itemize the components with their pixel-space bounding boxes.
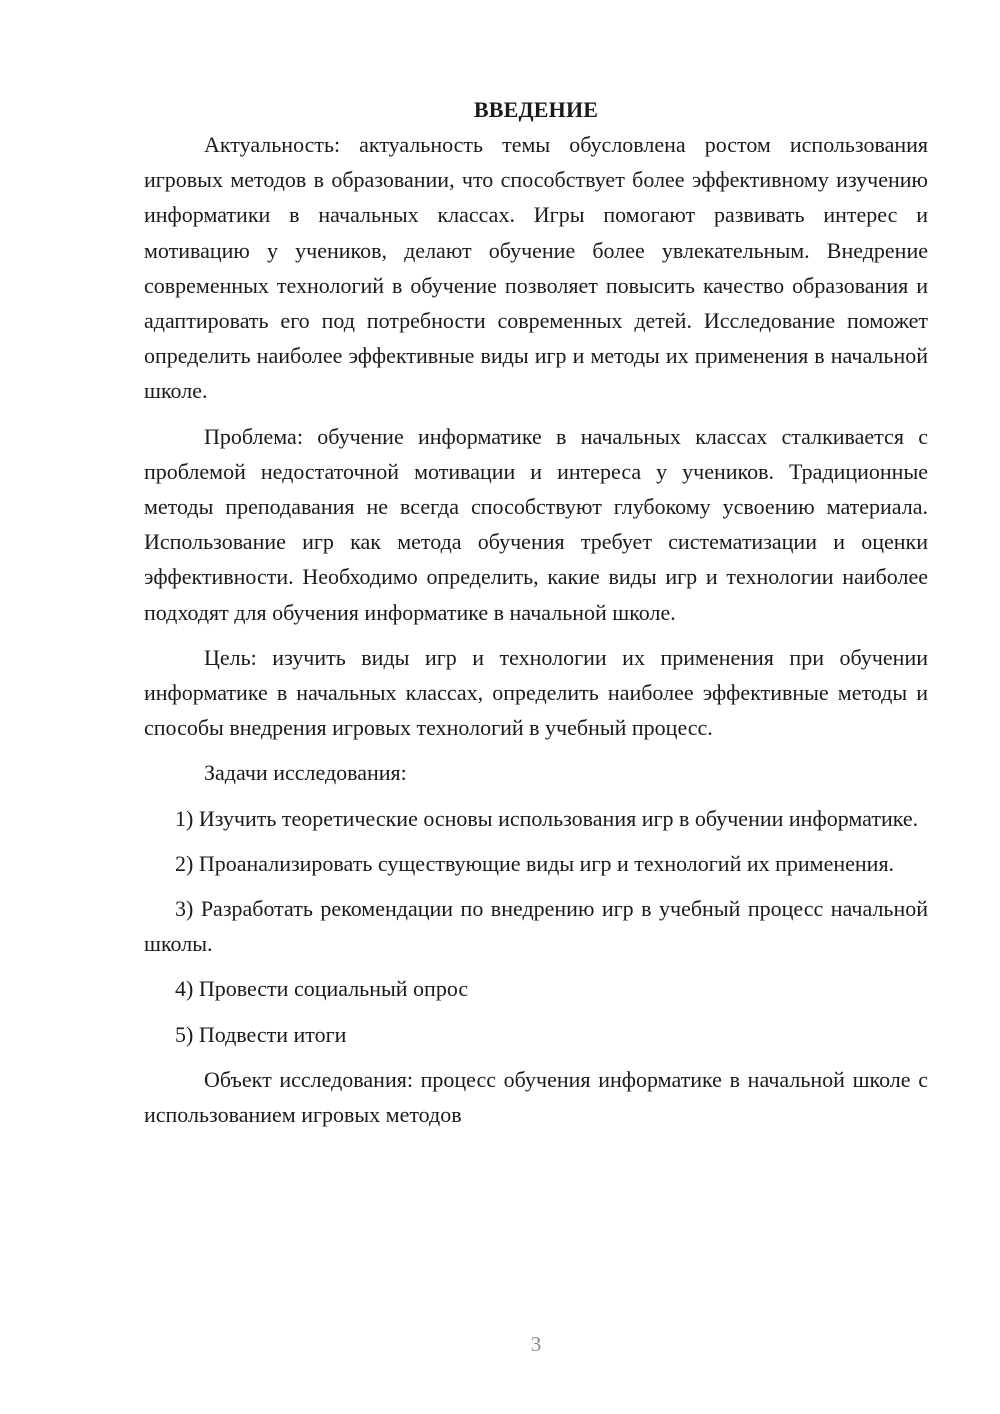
- page-title: ВВЕДЕНИЕ: [473, 97, 599, 122]
- list-item: 4) Провести социальный опрос: [175, 976, 469, 1002]
- problem-paragraph: Проблема: обучение информатике в начальных классах сталкивается с проблемой недостаточной мотивации и интереса у учеников. Традиционные методы преподавания не всегда способствуют глубокому усвоению материала. Использование игр как метода обучения требует систематизации и оценки эффективности. Необходимо определить, какие виды игр и технологии наиболее подходят для обучения информатике в начальной школе.: [144, 423, 928, 625]
- list-item: 3) Разработать рекомендации по внедрению игр в учебный процесс начальной школы.: [144, 896, 928, 957]
- document-page: [144, 92, 928, 1132]
- list-item: 1) Изучить теоретические основы использования игр в обучении информатике.: [175, 805, 919, 831]
- list-item: 5) Подвести итоги: [175, 1021, 347, 1047]
- page-number: 3: [530, 1332, 542, 1356]
- goal-paragraph: Цель: изучить виды игр и технологии их применения при обучении информатике в начальных классах, определить наиболее эффективные методы и способы внедрения игровых технологий в учебный процесс.: [144, 644, 928, 741]
- tasks-list: [144, 801, 928, 1052]
- list-item: 2) Проанализировать существующие виды игр и технологий их применения.: [175, 850, 895, 876]
- object-paragraph: Объект исследования: процесс обучения информатике в начальной школе с использованием игровых методов: [144, 1066, 928, 1128]
- relevance-paragraph: Актуальность: актуальность темы обусловлена ростом использования игровых методов в образовании, что способствует более эффективному изучению информатики в начальных классах. Игры помогают развивать интерес и мотивацию у учеников, делают обучение более увлекательным. Внедрение современных технологий в обучение позволяет повысить качество образования и адаптировать его под потребности современных детей. Исследование поможет определить наиболее эффективные виды игр и методы их применения в начальной школе.: [144, 132, 928, 404]
- tasks-intro: Задачи исследования:: [204, 760, 407, 786]
